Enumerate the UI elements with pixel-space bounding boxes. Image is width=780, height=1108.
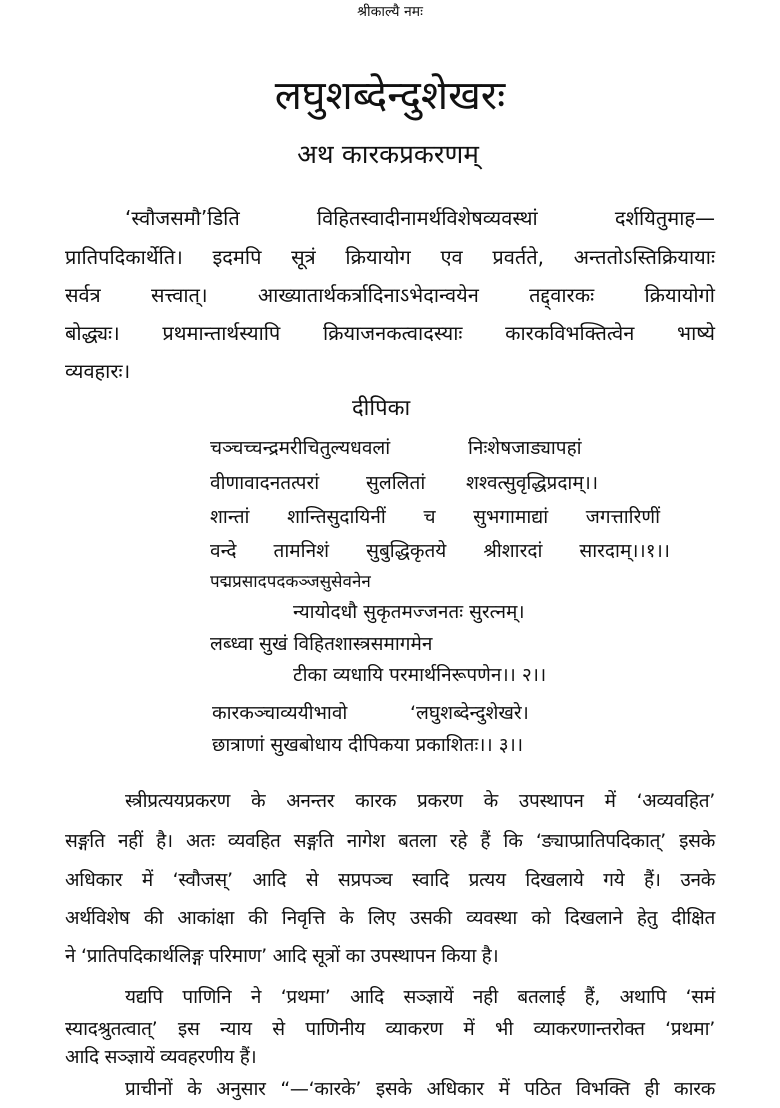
verse-line: वन्दे तामनिशं सुबुद्धिकृतये श्रीशारदां सारदाम्।।१।। [210,540,670,562]
text-line: बोद्ध्यः। प्रथमान्तार्थस्यापि क्रियाजनकत्वादस्याः कारकविभक्तित्वेन भाष्ये [65,321,715,345]
verse-line: लब्ध्वा सुखं विहितशास्त्रसमागमेन [210,633,433,655]
text-line: ‘स्वौजसमौ’डिति विहितस्वादीनामर्थविशेषव्यवस्थां दर्शयितुमाह— [125,206,715,230]
verse-line: कारकञ्चाव्ययीभावो [212,702,348,724]
text-line: स्यादश्रुतत्वात्’ इस न्याय से पाणिनीय व्याकरण में भी व्याकरणान्तरोक्त ‘प्रथमा’ [65,1018,715,1040]
text-line: सङ्गति नहीं है। अतः व्यवहित सङ्गति नागेश बतला रहे हैं कि ‘ङ्याप्प्रातिपदिकात्’ इसके [65,830,715,852]
text-line: आदि सञ्ज्ञायें व्यवहरणीय हैं। [65,1046,257,1068]
text-line: स्त्रीप्रत्ययप्रकरण के अनन्तर कारक प्रकरण के उपस्थापन में ‘अव्यवहित’ [125,790,715,812]
verse-line: छात्राणां सुखबोधाय दीपिकया प्रकाशितः।। ३।। [212,734,524,756]
text-line: अधिकार में ‘स्वौजस्’ आदि से सप्रपञ्च स्वादि प्रत्यय दिखलाये गये हैं। उनके [65,869,715,891]
text-line: सर्वत्र सत्त्वात्। आख्यातार्थकर्त्रादिनाऽभेदान्वयेन तद्द्वारकः क्रियायोगो [65,283,715,307]
text-line: ने ‘प्रातिपदिकार्थलिङ्ग परिमाण’ आदि सूत्रों का उपस्थापन किया है। [65,945,499,967]
text-line: यद्यपि पाणिनि ने ‘प्रथमा’ आदि सञ्ज्ञायें नही बतलाई हैं, अथापि ‘समं [125,986,715,1008]
text-line: व्यवहारः। [65,359,131,383]
page-title: लघुशब्देन्दुशेखरः [274,73,506,119]
verse-line: शान्तां शान्तिसुदायिनीं च सुभगामाद्यां जगत्तारिणीं [210,506,660,528]
verse-line: ‘लघुशब्देन्दुशेखरे। [410,702,529,724]
verse-line: न्यायोदधौ सुकृतमज्जनतः सुरत्नम्। [293,601,525,623]
verse-line: वीणावादनतत्परां [210,472,320,494]
text-line: प्रातिपदिकार्थेति। इदमपि सूत्रं क्रियायोग एव प्रवर्तते, अन्ततोऽस्तिक्रियायाः [65,245,715,269]
verse-line: निःशेषजाड्यापहां [468,437,582,459]
verse-line: टीका व्यधायि परमार्थनिरूपणेन।। २।। [293,664,547,686]
invocation: श्रीकाल्यै नमः [357,4,423,20]
verse-line: पद्मप्रसादपदकञ्जसुसेवनेन [210,572,371,592]
verse-line: सुललितां [366,472,426,494]
verse-line: चञ्चच्चन्द्रमरीचितुल्यधवलां [210,437,391,459]
section-title: अथ कारकप्रकरणम् [297,140,479,170]
commentary-title: दीपिका [352,396,411,421]
text-line: प्राचीनों के अनुसार “—‘कारके’ इसके अधिकार में पठित विभक्ति ही कारक [125,1078,715,1100]
text-line: अर्थविशेष की आकांक्षा की निवृत्ति के लिए उसकी व्यवस्था को दिखलाने हेतु दीक्षित [65,907,715,929]
verse-line: शश्वत्सुवृद्धिप्रदाम्।। [466,472,599,494]
